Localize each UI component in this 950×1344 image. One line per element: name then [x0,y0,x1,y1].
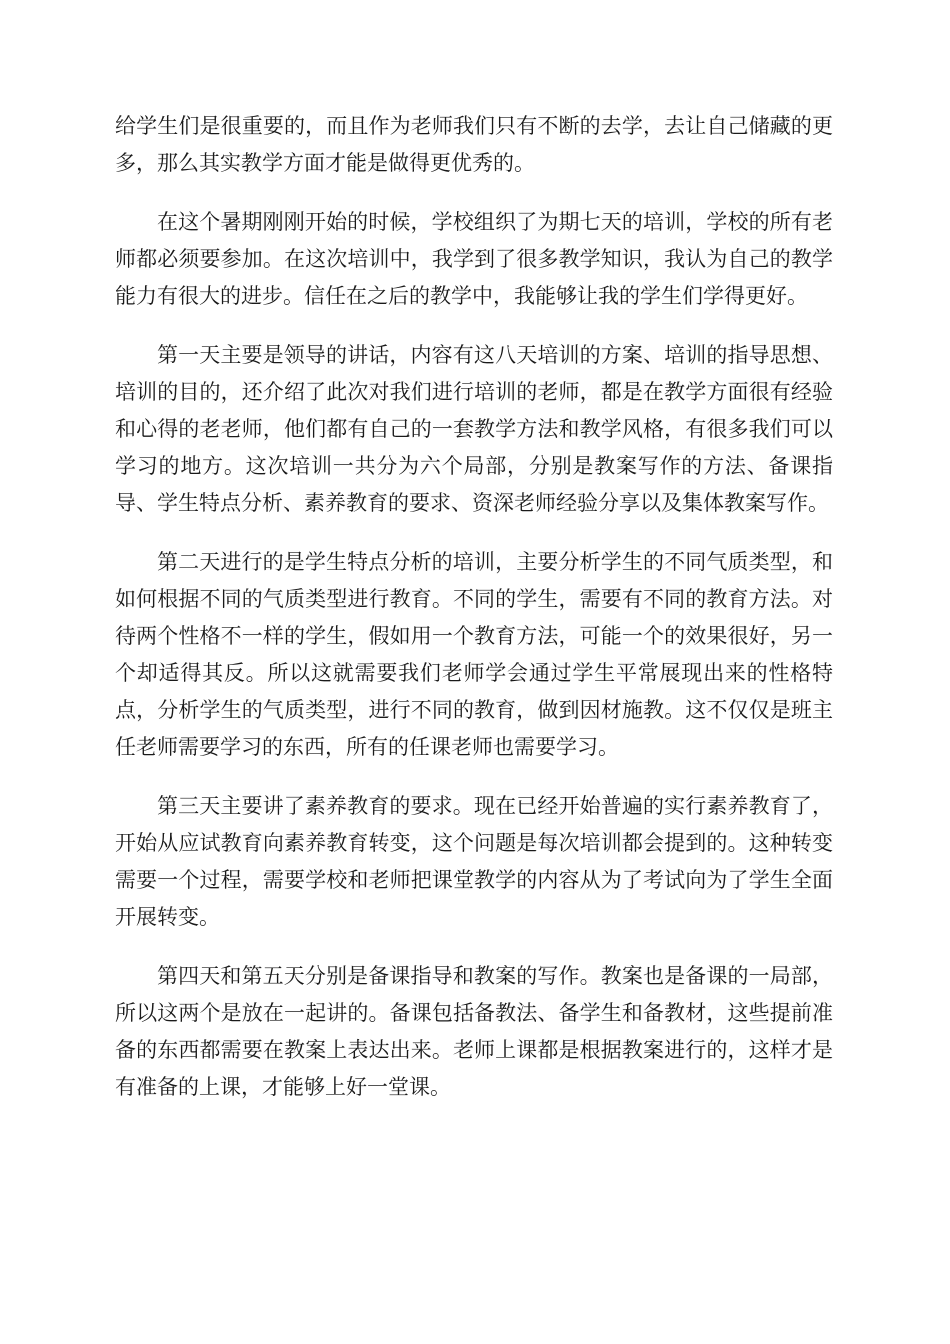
paragraph-1: 给学生们是很重要的，而且作为老师我们只有不断的去学，去让自己储藏的更多，那么其实教学方面才能是做得更优秀的。 [115,114,833,175]
paragraph-2: 在这个暑期刚刚开始的时候，学校组织了为期七天的培训，学校的所有老师都必须要参加。在这次培训中，我学到了很多教学知识，我认为自己的教学能力有很大的进步。信任在之后的教学中，我能够让我的学生们学得更好。 [115,210,833,308]
document-page [115,108,833,1128]
paragraph-6: 第四天和第五天分别是备课指导和教案的写作。教案也是备课的一局部，所以这两个是放在一起讲的。备课包括备教法、备学生和备教材，这些提前准备的东西都需要在教案上表达出来。老师上课都是根据教案进行的，这样才是有准备的上课，才能够上好一堂课。 [115,964,833,1099]
paragraph-5: 第三天主要讲了素养教育的要求。现在已经开始普遍的实行素养教育了，开始从应试教育向素养教育转变，这个问题是每次培训都会提到的。这种转变需要一个过程，需要学校和老师把课堂教学的内容从为了考试向为了学生全面开展转变。 [115,794,833,929]
paragraph-3: 第一天主要是领导的讲话，内容有这八天培训的方案、培训的指导思想、培训的目的，还介绍了此次对我们进行培训的老师，都是在教学方面很有经验和心得的老老师，他们都有自己的一套教学方法和教学风格，有很多我们可以学习的地方。这次培训一共分为六个局部，分别是教案写作的方法、备课指导、学生特点分析、素养教育的要求、资深老师经验分享以及集体教案写作。 [115,343,833,515]
paragraph-4: 第二天进行的是学生特点分析的培训，主要分析学生的不同气质类型，和如何根据不同的气质类型进行教育。不同的学生，需要有不同的教育方法。对待两个性格不一样的学生，假如用一个教育方法，可能一个的效果很好，另一个却适得其反。所以这就需要我们老师学会通过学生平常展现出来的性格特点，分析学生的气质类型，进行不同的教育，做到因材施教。这不仅仅是班主任老师需要学习的东西，所有的任课老师也需要学习。 [115,550,833,759]
